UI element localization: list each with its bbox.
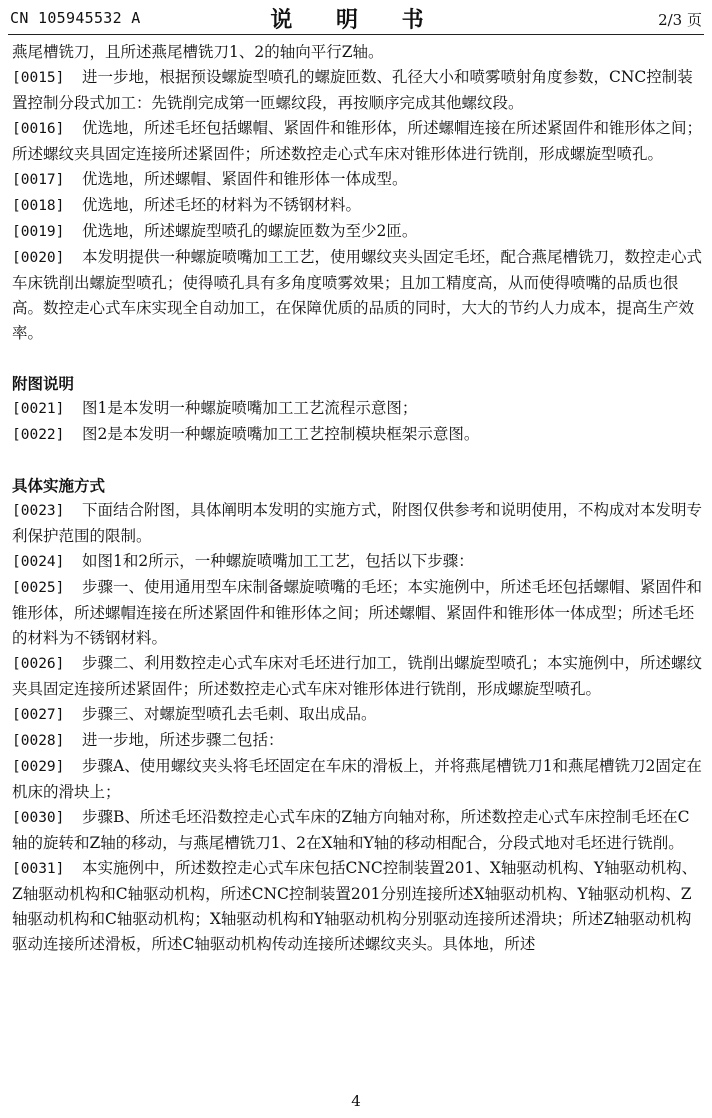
paragraph-text: 图1是本发明一种螺旋喷嘴加工工艺流程示意图； xyxy=(82,399,418,417)
paragraph-text: 步骤一、使用通用型车床制备螺旋喷嘴的毛坯；本实施例中，所述毛坯包括螺帽、紧固件和锥形体，所述螺帽连接在所述紧固件和锥形体之间；所述螺帽、紧固件和锥形体一体成型；所述毛坯的材料为不锈钢材料。 xyxy=(12,578,703,647)
paragraph-0020 xyxy=(12,245,702,346)
paragraph-text: 进一步地，根据预设螺旋型喷孔的螺旋匝数、孔径大小和喷雾喷射角度参数，CNC控制装置控制分段式加工：先铣削完成第一匝螺纹段，再按顺序完成其他螺纹段。 xyxy=(12,68,693,112)
paragraph-number: [0019] xyxy=(12,224,65,240)
paragraph-text: 步骤三、对螺旋型喷孔去毛刺、取出成品。 xyxy=(82,705,377,723)
paragraph-text: 步骤B、所述毛坯沿数控走心式车床的Z轴方向轴对称，所述数控走心式车床控制毛坯在C轴的旋转和Z轴的移动，与燕尾槽铣刀1、2在X轴和Y轴的移动相配合，分段式地对毛坯进行铣削。 xyxy=(12,808,690,852)
paragraph-number: [0017] xyxy=(12,172,65,188)
paragraph-0016 xyxy=(12,116,702,167)
paragraph-text: 进一步地，所述步骤二包括： xyxy=(82,731,284,749)
section-heading-embodiments: 具体实施方式 xyxy=(12,476,106,495)
doc-number: CN 105945532 A xyxy=(10,9,141,27)
paragraph-text: 步骤二、利用数控走心式车床对毛坯进行加工，铣削出螺旋型喷孔；本实施例中，所述螺纹夹具固定连接所述紧固件；所述数控走心式车床对锥形体进行铣削，形成螺旋型喷孔。 xyxy=(12,654,703,698)
paragraph-continued xyxy=(12,40,702,65)
paragraph-number: [0020] xyxy=(12,250,65,266)
paragraph-text: 步骤A、使用螺纹夹头将毛坯固定在车床的滑板上，并将燕尾槽铣刀1和燕尾槽铣刀2固定在机床的滑块上； xyxy=(12,757,702,801)
paragraph-0027 xyxy=(12,702,702,728)
paragraph-0023 xyxy=(12,498,702,549)
paragraph-0022 xyxy=(12,422,702,448)
page-indicator: 2/3 页 xyxy=(658,11,702,29)
paragraph-number: [0024] xyxy=(12,554,65,570)
paragraph-number: [0026] xyxy=(12,656,65,672)
paragraph-number: [0029] xyxy=(12,759,65,775)
paragraph-0015 xyxy=(12,65,702,116)
paragraph-number: [0023] xyxy=(12,503,65,519)
paragraph-text: 燕尾槽铣刀，且所述燕尾槽铣刀1、2的轴向平行Z轴。 xyxy=(12,43,384,61)
section-heading-drawings: 附图说明 xyxy=(12,374,75,393)
paragraph-0017 xyxy=(12,167,702,193)
paragraph-text: 图2是本发明一种螺旋喷嘴加工工艺控制模块框架示意图。 xyxy=(82,425,480,443)
paragraph-0018 xyxy=(12,193,702,219)
paragraph-0025 xyxy=(12,575,702,651)
paragraph-0019 xyxy=(12,219,702,245)
paragraph-0030 xyxy=(12,805,702,856)
paragraph-number: [0025] xyxy=(12,580,65,596)
page-header xyxy=(0,0,712,38)
paragraph-text: 优选地，所述螺帽、紧固件和锥形体一体成型。 xyxy=(82,170,408,188)
paragraph-0024 xyxy=(12,549,702,575)
paragraph-text: 优选地，所述毛坯包括螺帽、紧固件和锥形体，所述螺帽连接在所述紧固件和锥形体之间；所述螺纹夹具固定连接所述紧固件；所述数控走心式车床对锥形体进行铣削，形成螺旋型喷孔。 xyxy=(12,119,703,163)
paragraph-text: 优选地，所述螺旋型喷孔的螺旋匝数为至少2匝。 xyxy=(82,222,418,240)
paragraph-text: 本实施例中，所述数控走心式车床包括CNC控制装置201、X轴驱动机构、Y轴驱动机构、Z轴驱动机构和C轴驱动机构，所述CNC控制装置201分别连接所述X轴驱动机构、Y轴驱动机构、Z轴驱动机构和C轴驱动机构；X轴驱动机构和Y轴驱动机构分别驱动连接所述滑块；所述Z轴驱动机构驱动连接所述滑板，所述C轴驱动机构传动连接所述螺纹夹头。具体地，所述 xyxy=(12,859,698,953)
paragraph-number: [0015] xyxy=(12,70,65,86)
paragraph-text: 如图1和2所示，一种螺旋喷嘴加工工艺，包括以下步骤： xyxy=(82,552,474,570)
paragraph-text: 本发明提供一种螺旋喷嘴加工工艺，使用螺纹夹头固定毛坯，配合燕尾槽铣刀，数控走心式车床铣削出螺旋型喷孔；使得喷孔具有多角度喷雾效果；且加工精度高，从而使得喷嘴的品质也很高。数控走心式车床实现全自动加工，在保障优质的品质的同时，大大的节约人力成本，提高生产效率。 xyxy=(12,248,703,342)
header-rule xyxy=(8,34,704,35)
paragraph-number: [0030] xyxy=(12,810,65,826)
paragraph-number: [0022] xyxy=(12,427,65,443)
paragraph-0026 xyxy=(12,651,702,702)
doc-title: 说 明 书 xyxy=(270,7,442,33)
paragraph-0021 xyxy=(12,396,702,422)
paragraph-number: [0021] xyxy=(12,401,65,417)
paragraph-number: [0027] xyxy=(12,707,65,723)
paragraph-0028 xyxy=(12,728,702,754)
paragraph-number: [0018] xyxy=(12,198,65,214)
paragraph-text: 优选地，所述毛坯的材料为不锈钢材料。 xyxy=(82,196,362,214)
paragraph-text: 下面结合附图，具体阐明本发明的实施方式，附图仅供参考和说明使用，不构成对本发明专利保护范围的限制。 xyxy=(12,501,703,545)
paragraph-number: [0016] xyxy=(12,121,65,137)
paragraph-number: [0028] xyxy=(12,733,65,749)
document-body xyxy=(12,40,702,957)
paragraph-0031 xyxy=(12,856,702,957)
paragraph-number: [0031] xyxy=(12,861,65,877)
page-number: 4 xyxy=(351,1092,361,1110)
paragraph-0029 xyxy=(12,754,702,805)
